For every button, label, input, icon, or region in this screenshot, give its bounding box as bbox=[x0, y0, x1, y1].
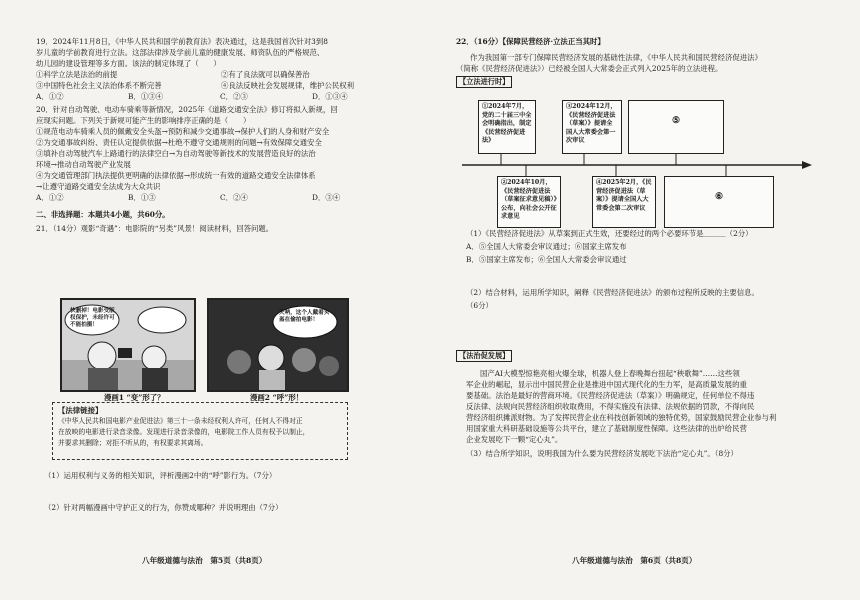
q20-item: ③填补自动驾驶汽车上路通行的法律空白→为自动驾驶等新技术的发展营造良好的法治 bbox=[36, 149, 316, 158]
q21-sub2: （2）针对两幅漫画中守护正义的行为，你赞成哪种？并说明理由（7分） bbox=[44, 503, 283, 512]
cartoon-2-caption: 漫画2 “呼”形！ bbox=[250, 393, 304, 402]
q19-option: ④良法反映社会发展规律，维护公民权利 bbox=[221, 81, 355, 90]
q19-option: ①科学立法是法治的前提 bbox=[36, 70, 118, 79]
question-20 bbox=[36, 104, 408, 203]
q20-item: ①规范电动车骑乘人员的佩戴安全头盔→预防和减少交通事故→保护人们的人身和财产安全 bbox=[36, 127, 330, 136]
law-link-text: 《中华人民共和国电影产业促进法》第三十一条未经权利人许可，任何人不得对正 bbox=[58, 417, 303, 425]
q19-choice-d[interactable]: D．①③④ bbox=[312, 92, 348, 101]
law-link-text: 并要求其删除；对拒不听从的，有权要求其离场。 bbox=[58, 439, 208, 447]
timeline-box-5: ⑤ bbox=[628, 100, 724, 154]
speech-bubble-3: 天呐，这个人戴着头盔在偷拍电影！ bbox=[279, 310, 330, 323]
law-link-title: 【法律链接】 bbox=[58, 406, 103, 415]
q22-sub2: （6分） bbox=[466, 301, 493, 310]
timeline-tag: 【立法进行时】 bbox=[456, 76, 512, 88]
cartoon-1 bbox=[60, 298, 196, 392]
q19-stem-line: 幼儿园的建设管理等多方面。该法的制定体现了（ ） bbox=[36, 59, 221, 68]
q20-stem-line: 应现实问题。下列关于新规可能产生的影响排序正确的是（ ） bbox=[36, 116, 251, 125]
left-footer: 八年级道德与法治 第5页（共8页） bbox=[142, 555, 267, 565]
q21-sub1: （1）运用权利与义务的相关知识，评析漫画2中的“呼”影行为。（7分） bbox=[44, 471, 277, 480]
q19-choice-b[interactable]: B．①③④ bbox=[128, 92, 163, 101]
q20-choice-a[interactable]: A．①② bbox=[36, 193, 64, 202]
q22-sub1-choice-a[interactable]: A．⑤全国人大常委会审议通过；⑥国家主席发布 bbox=[466, 242, 627, 251]
right-footer: 八年级道德与法治 第6页（共8页） bbox=[572, 555, 697, 565]
section-heading: 二、非选择题：本题共4小题，共60分。 bbox=[36, 210, 170, 219]
timeline-axis bbox=[456, 152, 816, 178]
q20-item: ②为交通事故纠纷、责任认定提供依据→杜绝不遵守交通规则的问题→有效保障交通安全 bbox=[36, 138, 322, 147]
timeline-box-6: ⑥ bbox=[664, 176, 774, 228]
q20-choice-c[interactable]: C．②④ bbox=[220, 193, 248, 202]
development-text: 国产AI大模型惊艳亮相火爆全球，机器人登上春晚舞台扭起“秧歌舞”……这些领 军企业的崛起，显示出中国民营企业是推进中国式现代化的生力军，是高质量发展的重 要基础。法治是最好的营商环境。《民营经济促进法（草案）》明确规定，任何单位不得违 反法律、法规向民营经济组织收取费用，不得实施没有法律、法规依据的罚款，不得向民 营经济组织摊派财物。为了发挥民营企业在科技创新领域的独特优势，国家鼓励民营企业参与利 用国家重大科研基础设施等公共平台，建立了基础制度性保障。这些法律的出炉给民营 企业发展吃下一颗“定心丸”。 bbox=[466, 369, 777, 444]
q22-stem: 22．（16分）【保障民营经济·立法正当其时】 bbox=[456, 37, 605, 46]
q20-item: ④为交通管理部门执法提供更明确的法律依据→形成统一有效的道路交通安全法律体系 bbox=[36, 171, 316, 180]
cartoon-1-caption: 漫画1 “变”形了？ bbox=[104, 393, 165, 402]
q20-item: 环境→推动自动驾驶产业发展 bbox=[36, 160, 131, 169]
right-page bbox=[430, 0, 860, 600]
law-link-box bbox=[52, 402, 348, 460]
development-tag: 【法治促发展】 bbox=[456, 350, 512, 362]
q20-choice-b[interactable]: B．①③ bbox=[128, 193, 156, 202]
q22-intro: 作为我国第一部专门保障民营经济发展的基础性法律，《中华人民共和国民营经济促进法》 bbox=[470, 53, 762, 62]
q19-option: ③中国特色社会主义法治体系不断完善 bbox=[36, 81, 162, 90]
question-19 bbox=[36, 36, 408, 102]
q22-sub2: （2）结合材料，运用所学知识，阐释《民营经济促进法》的颁布过程所反映的主要信息。 bbox=[466, 288, 759, 297]
law-link-text: 在放映的电影进行录音录像。发现进行录音录像的，电影院工作人员有权予以制止， bbox=[58, 428, 310, 436]
q20-item: →让遵守道路交通安全法成为大众共识 bbox=[36, 182, 161, 191]
q19-option: ②有了良法就可以确保善治 bbox=[221, 70, 310, 79]
timeline-box-3: ③2024年12月，《民营经济促进法（草案）》提请全国人大常委会第一次审议 bbox=[562, 100, 622, 154]
q22-sub1-choice-b[interactable]: B．⑤国家主席发布；⑥全国人大常委会审议通过 bbox=[466, 255, 627, 264]
q20-stem-line: 20．针对自动驾驶、电动车骑乘等新情况，2025年《道路交通安全法》修订将拟入新规，回 bbox=[36, 105, 338, 114]
q22-intro: （简称《民营经济促进法》）已经被全国人大常委会正式列入2025年的立法进程。 bbox=[456, 64, 723, 73]
cartoon-2 bbox=[207, 298, 349, 392]
q19-choice-c[interactable]: C．②③ bbox=[220, 92, 248, 101]
q22-sub1: （1）《民营经济促进法》从草案到正式生效，还要经过的两个必要环节是＿＿＿（2分） bbox=[466, 229, 753, 238]
q22-sub3: （3）结合所学知识，说明我国为什么要为民营经济发展吃下法治“定心丸”。（8分） bbox=[466, 449, 738, 458]
timeline-box-1: ①2024年7月，党的二十届三中全会明确指出，制定《民营经济促进法》 bbox=[478, 100, 536, 154]
q19-stem-line: 19．2024年11月8日，《中华人民共和国学前教育法》表决通过，这是我国首次针对3到8 bbox=[36, 37, 328, 46]
q21-stem: 21．（14分）观影“奇遇”：电影院的“另类”风景！阅读材料，回答问题。 bbox=[36, 224, 274, 233]
q19-stem-line: 岁儿童的学前教育进行立法。这部法律涉及学前儿童的健康发展、师资队伍的严格规范、 bbox=[36, 48, 325, 57]
timeline-box-4: ④2025年2月，《民营经济促进法（草案）》提请全国人大常委会第二次审议 bbox=[592, 176, 656, 228]
timeline-box-2: ②2024年10月，《民营经济促进法（草案征求意见稿）》公布，向社会公开征求意见 bbox=[497, 176, 561, 228]
speech-bubble-1: 快删掉！电影受版权保护，未经许可不能拍摄！ bbox=[70, 308, 115, 328]
q19-choice-a[interactable]: A．①② bbox=[36, 92, 64, 101]
q20-choice-d[interactable]: D．③④ bbox=[312, 193, 341, 202]
